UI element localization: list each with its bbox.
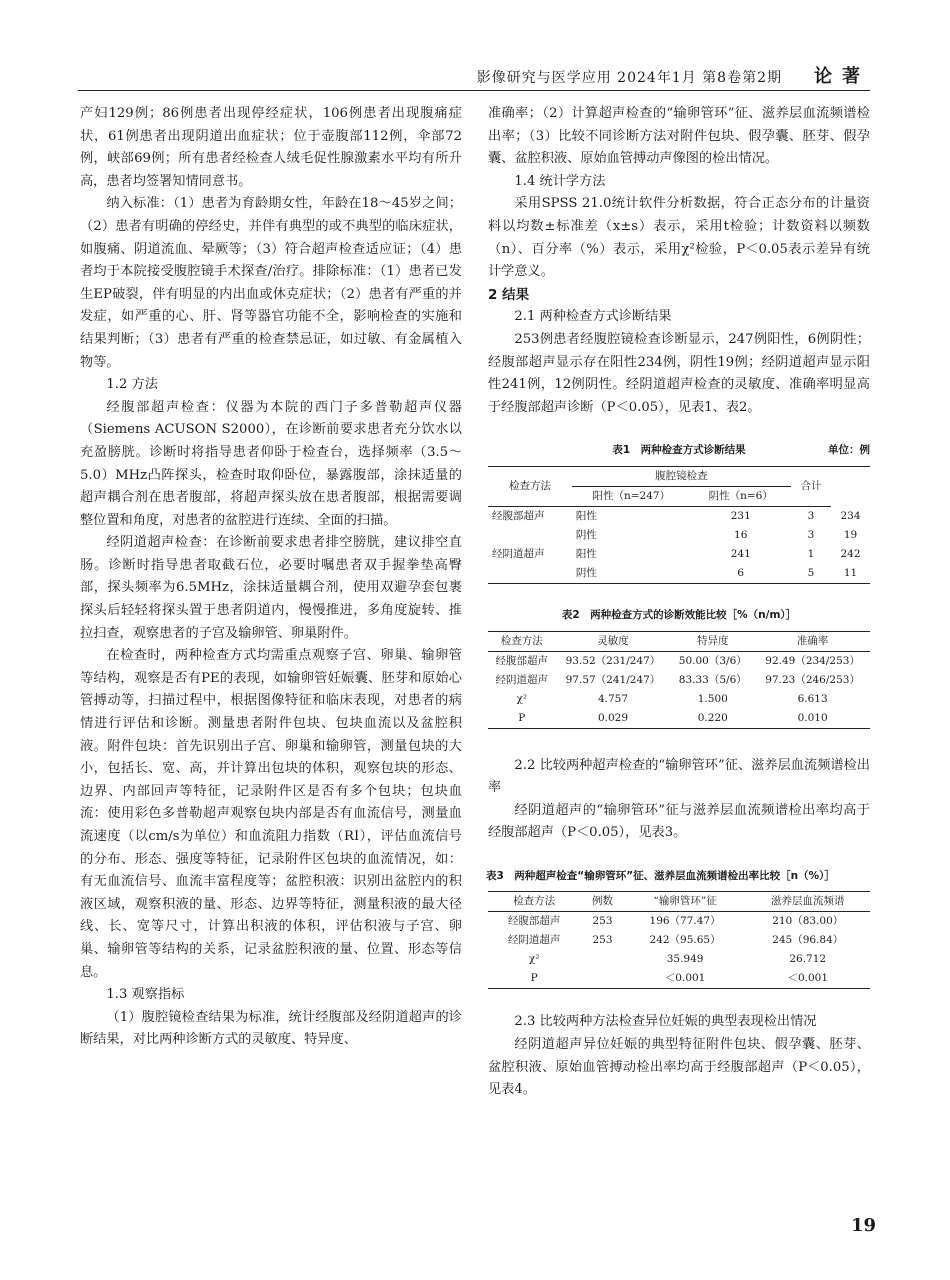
table-row: [488, 671, 870, 690]
table3-title: 表3 两种超声检查“输卵管环”征、滋养层血流频谱检出率比较［n（%）］: [486, 869, 835, 882]
table1-header-neg: 阴性（n=6）: [691, 486, 791, 506]
paragraph-statistics: 采用SPSS 21.0统计软件分析数据，符合正态分布的计量资料以均数±标准差（x±s）表示，采用t检验；计数资料以频数（n）、百分率（%）表示，采用χ²检验，P＜0.05表示差异有统计学意义。: [488, 196, 870, 280]
paragraph-vaginal-ultrasound: 经阴道超声检查：在诊断前要求患者排空膀胱，建议排空直肠。诊断时指导患者取截石位，必要时嘱患者双手握拳垫高臀部，探头频率为6.5MHz，涂抹适量耦合剂，使用双避孕套包裹探头后轻轻将探头置于患者阴道内，慢慢推进，多角度旋转、推拉扫查，观察患者的子宫及输卵管、卵巢附件。: [80, 535, 462, 641]
table-cell: ＜0.001: [664, 972, 706, 985]
table-cell: 26.712: [789, 953, 827, 966]
table-row: [488, 950, 870, 969]
right-column: [488, 103, 870, 1102]
paragraph-results-2: 经阴道超声的“输卵管环”征与滋养层血流频谱检出率均高于经腹部超声（P＜0.05），见表3。: [488, 802, 870, 841]
table-cell: 0.220: [697, 711, 728, 724]
table1-header-group: 腹腔镜检查: [572, 466, 791, 486]
running-header: [78, 62, 870, 90]
table-header: 例数: [580, 892, 624, 912]
table-cell: 阴性: [575, 566, 597, 579]
table-row: [488, 931, 870, 950]
heading-results: 2 结果: [488, 286, 530, 303]
table-cell: 241: [730, 547, 751, 560]
table-row: [488, 526, 870, 545]
table-cell: 经腹部超声: [495, 654, 549, 667]
table1-header-pos: 阳性（n=247）: [572, 486, 691, 506]
table-cell: ＜0.001: [787, 972, 829, 985]
table-row: [488, 709, 870, 729]
table-row: [488, 969, 870, 989]
table-cell: 经阴道超声: [492, 547, 545, 560]
table-cell: [488, 526, 572, 545]
heading-results-1: 2.1 两种检查方式诊断结果: [514, 309, 672, 325]
paragraph-examination: 在检查时，两种检查方式均需重点观察子宫、卵巢、输卵管等结构，观察是否有PE的表现，如输卵管妊娠囊、胚芽和原始心管搏动等，扫描过程中，根据图像特征和临床表现，对患者的病情进行评估和诊断。测量患者附件包块、包块血流以及盆腔积液。附件包块：首先识别出子宫、卵巢和输卵管，测量包块的大小，包括长、宽、高，并计算出包块的体积，观察包块的形态、边界、内部回声等特征，记录附件区是否有多个包块；包块血流：使用彩色多普勒超声观察包块内部是否有血流信号，测量血流速度（以cm/s为单位）和血流阻力指数（RI），评估血流信号的分布、形态、强度等特征，记录附件区包块的血流情况，如：有无血流信号、血流丰富程度等；盆腔积液：识别出盆腔内的积液区域，观察积液的量、形态、边界等特征，测量积液的最大径线、长、宽等尺寸，计算出积液的体积，评估积液与子宫、卵巢、输卵管等结构的关系，记录盆腔积液的量、位置、形态等信息。: [80, 648, 462, 980]
table1-title: 表1 两种检查方式诊断结果: [612, 444, 746, 457]
paragraph: 产妇129例；86例患者出现停经症状，106例患者出现腹痛症状，61例患者出现阴道出血症状；位于壶腹部112例，伞部72例，峡部69例；所有患者经检查人绒毛促性腺激素水平均有所升高，患者均签署知情同意书。: [80, 106, 462, 189]
table-cell: [580, 969, 624, 989]
paragraph-results-3: 经阴道超声异位妊娠的典型特征附件包块、假孕囊、胚芽、盆腔积液、原始血管搏动检出率均高于经腹部超声（P＜0.05），见表4。: [488, 1037, 870, 1098]
table-cell: 阳性: [575, 509, 597, 522]
table-header: 特异度: [670, 631, 755, 651]
table-cell: 5: [807, 566, 815, 579]
heading-observation: 1.3 观察指标: [106, 987, 185, 1003]
table-cell: 阴性: [575, 528, 597, 541]
table-cell: 253: [592, 915, 613, 928]
table-cell: 83.33（5/6）: [678, 673, 747, 686]
table3-title-row: [486, 865, 870, 888]
paragraph-abdominal-ultrasound: 经腹部超声检查：仪器为本院的西门子多普勒超声仪器（Siemens ACUSON S2000），在诊断前要求患者充分饮水以充盈膀胱。诊断时将指导患者仰卧于检查台，选择频率（3.5～5.0）MHz凸阵探头，检查时取仰卧位，暴露腹部，涂抹适量的超声耦合剂在患者腹部，将超声探头放在患者腹部，根据需要调整位置和角度，对患者的盆腔进行连续、全面的扫描。: [80, 399, 462, 528]
paragraph-results-1: 253例患者经腹腔镜检查诊断显示，247例阳性，6例阴性；经腹部超声显示存在阳性234例，阴性19例；经阴道超声显示阳性241例，12例阴性。经阴道超声检查的灵敏度、准确率明显高于经腹部超声诊断（P＜0.05），见表1、表2。: [488, 331, 870, 415]
table-cell: 242（95.65）: [649, 934, 721, 947]
header-rule: [78, 90, 870, 91]
table-cell: 经腹部超声: [492, 509, 545, 522]
table-cell: 6.613: [797, 692, 828, 705]
table-cell: 0.010: [797, 711, 828, 724]
table-cell: 93.52（231/247）: [565, 654, 661, 667]
table1-title-row: [488, 439, 870, 462]
table-row: [488, 690, 870, 709]
table-cell: 1: [807, 547, 815, 560]
table-cell: 经腹部超声: [507, 915, 561, 928]
table-row: [488, 912, 870, 932]
table2-title-row: [488, 604, 870, 627]
table2: [488, 631, 870, 729]
table-cell: χ²: [528, 953, 540, 966]
heading-results-3: 2.3 比较两种方法检查异位妊娠的典型表现检出情况: [514, 1014, 817, 1030]
table-cell: 97.23（246/253）: [765, 673, 860, 686]
page-number: 19: [851, 1215, 877, 1236]
table-header: 检查方法: [488, 631, 556, 651]
table-cell: P: [530, 972, 538, 985]
table3: [488, 891, 870, 989]
table-cell: χ²: [516, 692, 528, 705]
table-row: [488, 564, 870, 584]
table-header: “输卵管环”征: [625, 892, 746, 912]
table2-title: 表2 两种检查方式的诊断效能比较［%（n/m）］: [561, 608, 797, 621]
heading-methods: 1.2 方法: [106, 377, 158, 393]
journal-info: 影像研究与医学应用 2024年1月 第8卷第2期: [476, 70, 782, 86]
table-cell: [580, 950, 624, 969]
table-header: 准确率: [755, 631, 870, 651]
table-cell: 242: [840, 547, 861, 560]
table-cell: 11: [843, 566, 858, 579]
paragraph-inclusion-criteria: 纳入标准：（1）患者为育龄期女性，年龄在18～45岁之间；（2）患者有明确的停经史，并伴有典型的或不典型的临床症状，如腹痛、阴道流血、晕厥等；（3）符合超声检查适应证；（4）患者均于本院接受腹腔镜手术探查/治疗。排除标准：（1）患者已发生EP破裂，伴有明显的内出血或休克症状；（2）患者有严重的并发症，如严重的心、肝、肾等器官功能不全，影响检查的实施和结果判断；（3）患者有严重的检查禁忌证，如过敏、有金属植入物等。: [80, 196, 462, 370]
table-cell: 50.00（3/6）: [678, 654, 747, 667]
table-cell: 3: [807, 528, 815, 541]
table-cell: 210（83.00）: [772, 915, 844, 928]
table-header: 滋养层血流频谱: [745, 892, 870, 912]
table-header: 灵敏度: [556, 631, 671, 651]
table-cell: 92.49（234/253）: [765, 654, 860, 667]
table-cell: 6: [737, 566, 745, 579]
paragraph-observation: （1）腹腔镜检查结果为标准，统计经腹部及经阴道超声的诊断结果，对比两种诊断方式的灵敏度、特异度、: [80, 1009, 462, 1048]
table-cell: 97.57（241/247）: [565, 673, 661, 686]
table1-header-method: 检查方法: [488, 466, 572, 506]
table1: [488, 466, 870, 584]
left-column: [80, 103, 462, 1052]
table-cell: 234: [840, 509, 861, 522]
table-cell: 4.757: [597, 692, 628, 705]
table-cell: P: [518, 711, 526, 724]
table-cell: 阳性: [575, 547, 597, 560]
table-cell: 19: [843, 528, 858, 541]
table-cell: 231: [730, 509, 751, 522]
table-cell: 0.029: [597, 711, 628, 724]
table-header: 检查方法: [488, 892, 580, 912]
table-cell: 196（77.47）: [649, 915, 721, 928]
paragraph: 准确率；（2）计算超声检查的“输卵管环”征、滋养层血流频谱检出率；（3）比较不同诊断方法对附件包块、假孕囊、胚芽、假孕囊、盆腔积液、原始血管搏动声像图的检出情况。: [488, 106, 870, 167]
table-cell: 1.500: [697, 692, 728, 705]
table-cell: 245（96.84）: [772, 934, 844, 947]
heading-statistics: 1.4 统计学方法: [514, 173, 606, 189]
table-cell: 经阴道超声: [495, 673, 549, 686]
table-row: [488, 545, 870, 564]
table-row: [488, 506, 870, 526]
table-cell: 16: [734, 528, 748, 541]
table-cell: 253: [592, 934, 613, 947]
table-cell: 3: [807, 509, 815, 522]
table-cell: 35.949: [666, 953, 704, 966]
heading-results-2: 2.2 比较两种超声检查的“输卵管环”征、滋养层血流频谱检出率: [488, 757, 870, 796]
section-label: 论著: [814, 66, 870, 87]
table1-unit: 单位：例: [828, 444, 870, 457]
table-row: [488, 651, 870, 671]
table-cell: 经阴道超声: [507, 934, 561, 947]
table-cell: [488, 564, 572, 584]
table1-header-total: 合计: [791, 466, 831, 506]
